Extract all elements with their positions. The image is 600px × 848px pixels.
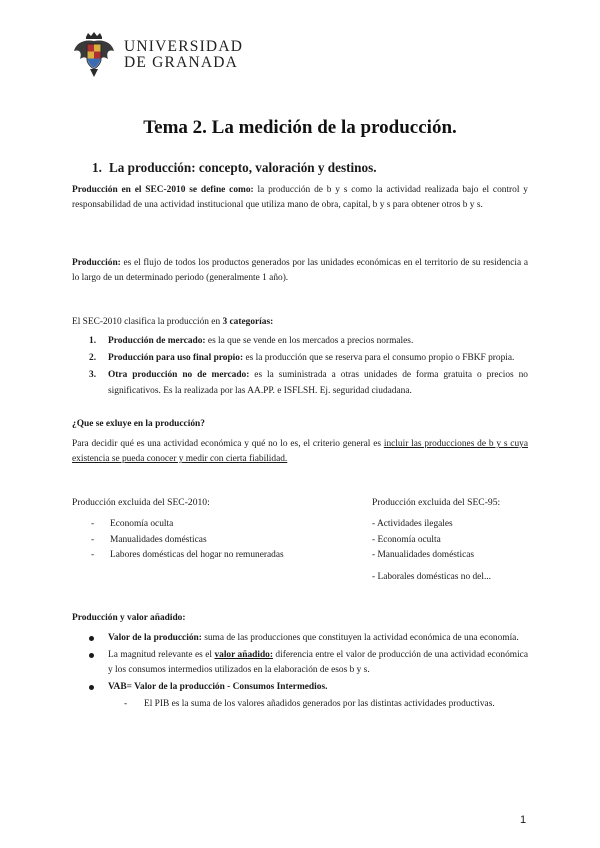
criterion-underlined: incluir las producciones de b y s cuya existencia se pueda conocer y medir con cierta fiabilidad. [72,439,528,465]
categories-list [72,334,528,401]
bullet-icon [89,636,94,641]
sub-list-item-text: El PIB es la suma de los valores añadidos generados por las distintas actividades productivas. [144,699,495,709]
list-item-label: Otra producción no de mercado: [108,370,250,381]
sub-list-item: - El PIB es la suma de los valores añadidos generados por las distintas actividades productivas. [124,699,495,709]
definition-sec-paragraph [72,183,528,213]
university-crest-icon [72,31,116,79]
list-item-text: La magnitud relevante es el [108,650,215,660]
list-item-text: es la suministrada a otras unidades de forma gratuita o precios no significativos. Es la realizada por las AA.PP. e ISFLSH. Ej. seguridad ciudadana. [108,370,528,396]
page-number: 1 [520,814,527,826]
list-item [72,351,528,366]
list-item-underlined: valor añadido: [214,650,273,660]
excluded-question: ¿Que se exluye en la producción? [72,419,205,429]
value-added-list [72,631,528,712]
list-item: - Actividades ilegales [372,519,453,529]
categories-intro-text: El SEC-2010 clasifica la producción en [72,317,223,327]
list-item-text-2: diferencia entre el valor de producción de una actividad económica y los consumos intermedios utilizados en la elaboración de esos b y s. [108,650,528,675]
list-item: - Laborales domésticas no del... [372,571,491,582]
value-added-heading: Producción y valor añadido: [72,613,186,623]
definition-sec-text: la producción de b y s como la actividad realizada bajo el control y responsabilidad de una actividad institucional que utiliza mano de obra, capital, b y s para obtener otros b y s. [72,185,528,211]
list-item-number: 2. [89,353,97,364]
list-item-text: Manualidades domésticas [110,534,207,545]
criterion-text: Para decidir qué es una actividad económica y qué no lo es, el criterio general es [72,439,384,449]
logo-line-2: DE GRANADA [124,54,239,71]
list-item-text: es la que se vende en los mercados a precios normales. [205,336,414,346]
bullet-icon [89,653,94,658]
list-item [72,334,528,349]
list-item-text: suma de las producciones que constituyen la actividad económica de una economía. [201,633,519,643]
list-item: - Economía oculta [91,519,174,529]
excluded-2010-heading: Producción excluida del SEC-2010: [72,497,210,508]
list-item [72,368,528,398]
list-item: - Manualidades domésticas [91,534,207,545]
list-item-text: Economía oculta [110,519,174,529]
list-item-text: es la producción que se reserva para el consumo propio o FBKF propia. [243,353,515,364]
list-item-label: VAB= Valor de la producción - Consumos Intermedios. [108,682,328,692]
section-heading [92,160,377,176]
definition-production-label: Producción: [72,258,121,268]
list-item: - Manualidades domésticas [372,550,475,561]
list-item [72,631,528,646]
section-title: La producción: concepto, valoración y destinos. [109,160,377,175]
university-name [124,39,243,71]
bullet-icon [89,685,94,690]
document-title: Tema 2. La medición de la producción. [143,117,457,138]
section-number: 1. [92,160,102,175]
definition-production-paragraph [72,256,528,286]
list-item-text: Labores domésticas del hogar no remuneradas [110,550,284,561]
list-item: - Economía oculta [372,534,441,545]
excluded-95-list [372,517,532,585]
logo-line-1: UNIVERSIDAD [124,38,244,55]
categories-intro-bold: 3 categorías: [222,317,274,327]
list-item-number: 1. [89,336,97,346]
list-item: - Labores domésticas del hogar no remuneradas [91,550,284,561]
university-logo [72,30,243,80]
list-item-label: Producción para uso final propio: [108,353,244,364]
list-item-label: Valor de la producción: [108,633,202,643]
categories-intro [72,315,528,330]
list-item-label: Producción de mercado: [108,336,206,346]
definition-production-text: es el flujo de todos los productos generados por las unidades económicas en el territorio de su residencia a lo largo de un determinado periodo (generalmente 1 año). [72,258,528,284]
list-item [72,648,528,678]
excluded-2010-list [91,517,341,564]
list-item [72,680,528,695]
criterion-paragraph [72,437,528,467]
excluded-95-heading: Producción excluida del SEC-95: [372,497,501,508]
definition-sec-label: Producción en el SEC-2010 se define como: [72,185,254,195]
list-item-number: 3. [89,370,97,381]
